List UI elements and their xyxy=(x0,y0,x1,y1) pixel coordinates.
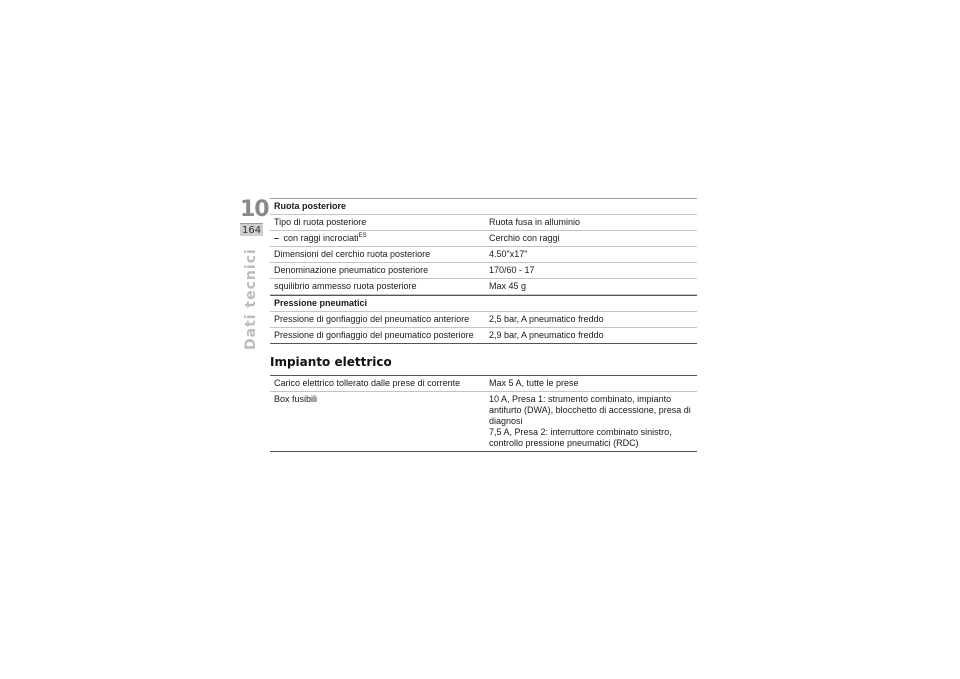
row-label: squilibrio ammesso ruota posteriore xyxy=(274,281,417,291)
row-value: 4.50"x17" xyxy=(489,249,528,259)
table-row xyxy=(270,263,697,279)
table-row xyxy=(270,392,697,452)
value-line: 10 A, Presa 1: strumento combinato, impianto xyxy=(489,394,672,404)
table-row xyxy=(270,279,697,295)
value-line: antifurto (DWA), blocchetto di accessione, presa di xyxy=(489,405,691,415)
table-row xyxy=(270,328,697,344)
row-label: Carico elettrico tollerato dalle prese di corrente xyxy=(274,378,461,388)
row-label: con raggi incrociati xyxy=(283,233,359,243)
option-code: ES xyxy=(358,233,367,239)
table-row xyxy=(270,312,697,328)
row-value: 170/60 - 17 xyxy=(489,265,535,275)
row-value-multiline xyxy=(489,394,697,449)
rear-wheel-heading: Ruota posteriore xyxy=(270,198,697,215)
table-row xyxy=(270,231,697,247)
row-value: 2,5 bar, A pneumatico freddo xyxy=(489,314,604,324)
table-row xyxy=(270,376,697,392)
row-value: Ruota fusa in alluminio xyxy=(489,217,581,227)
value-line: controllo pressione pneumatici (RDC) xyxy=(489,438,639,448)
chapter-number: 10 xyxy=(240,197,269,222)
spec-content xyxy=(270,198,697,452)
row-value: Cerchio con raggi xyxy=(489,233,560,243)
page-number: 164 xyxy=(242,225,262,236)
chapter-side-title: Dati tecnici xyxy=(243,248,259,350)
row-value: Max 45 g xyxy=(489,281,527,291)
row-label: Pressione di gonfiaggio del pneumatico anteriore xyxy=(274,314,470,324)
dash-bullet: – xyxy=(274,233,280,243)
tire-pressure-heading: Pressione pneumatici xyxy=(270,295,697,312)
table-row xyxy=(270,247,697,263)
row-label: Pressione di gonfiaggio del pneumatico posteriore xyxy=(274,330,474,340)
row-label: Dimensioni del cerchio ruota posteriore xyxy=(274,249,431,259)
row-label: Box fusibili xyxy=(274,394,318,404)
row-value: Max 5 A, tutte le prese xyxy=(489,378,579,388)
value-line: 7,5 A, Presa 2: interruttore combinato sinistro, xyxy=(489,427,672,437)
value-line: diagnosi xyxy=(489,416,523,426)
row-label: Denominazione pneumatico posteriore xyxy=(274,265,429,275)
row-value: 2,9 bar, A pneumatico freddo xyxy=(489,330,604,340)
table-row xyxy=(270,215,697,231)
row-label-with-bullet xyxy=(274,233,489,244)
row-label: Tipo di ruota posteriore xyxy=(274,217,367,227)
electrical-section-title: Impianto elettrico xyxy=(270,355,392,369)
